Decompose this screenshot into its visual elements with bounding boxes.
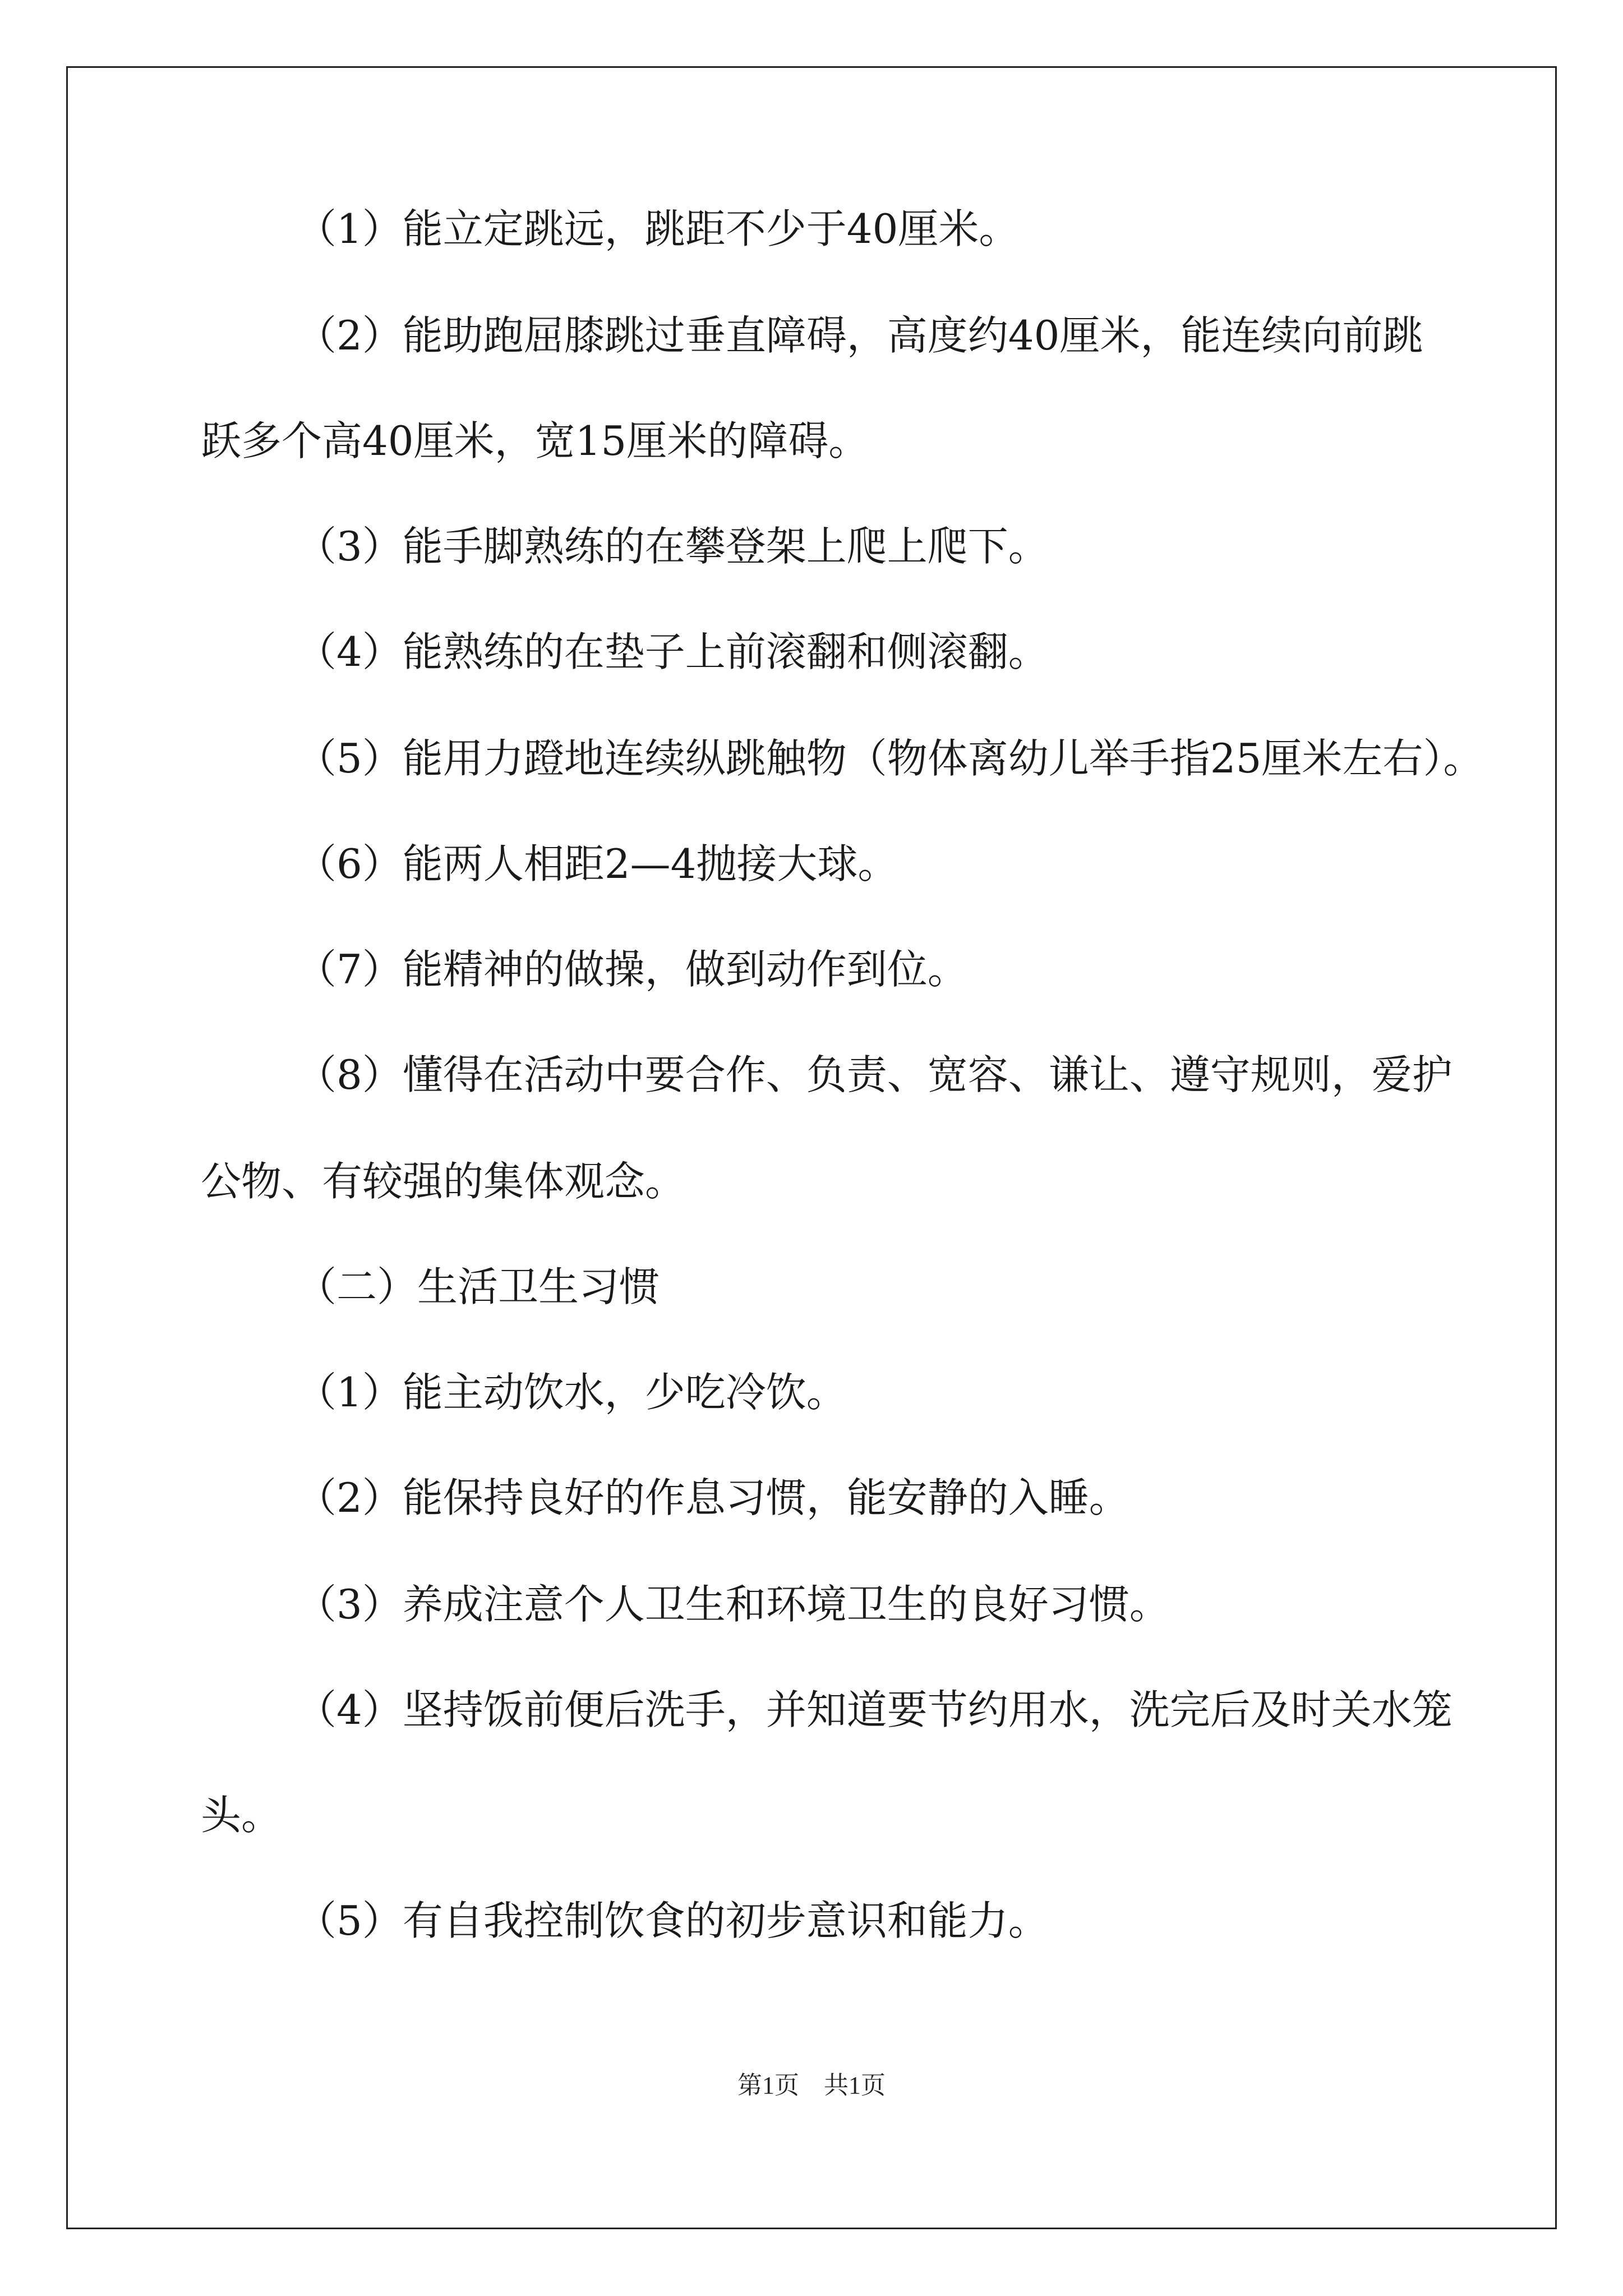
paragraph-exercises: （7）能精神的做操，做到动作到位。 (296, 946, 968, 993)
paragraph-hand-washing: （4）坚持饭前便后洗手，并知道要节约用水，洗完后及时关水笼 (296, 1686, 1453, 1733)
paragraph-hand-washing-continued: 头。 (201, 1792, 282, 1839)
paragraph-run-up-jump-continued: 跃多个高40厘米，宽15厘米的障碍。 (201, 417, 869, 464)
paragraph-climbing-frame: （3）能手脚熟练的在攀登架上爬上爬下。 (296, 523, 1049, 570)
paragraph-vertical-jump: （5）能用力蹬地连续纵跳触物（物体离幼儿举手指25厘米左右）。 (296, 735, 1484, 782)
paragraph-diet-control: （5）有自我控制饮食的初步意识和能力。 (296, 1897, 1049, 1944)
paragraph-run-up-jump: （2）能助跑屈膝跳过垂直障碍，高度约40厘米，能连续向前跳 (296, 312, 1423, 359)
paragraph-sleep-habits: （2）能保持良好的作息习惯，能安静的入睡。 (296, 1474, 1129, 1521)
paragraph-mat-rolls: （4）能熟练的在垫子上前滚翻和侧滚翻。 (296, 628, 1049, 675)
paragraph-ball-catch: （6）能两人相距2—4抛接大球。 (296, 840, 898, 887)
section-heading-hygiene-habits: （二）生活卫生习惯 (296, 1263, 660, 1310)
paragraph-personal-hygiene: （3）养成注意个人卫生和环境卫生的良好习惯。 (296, 1581, 1170, 1628)
paragraph-cooperation: （8）懂得在活动中要合作、负责、宽容、谦让、遵守规则，爱护 (296, 1051, 1453, 1098)
paragraph-cooperation-continued: 公物、有较强的集体观念。 (201, 1158, 686, 1205)
paragraph-drink-water: （1）能主动饮水，少吃冷饮。 (296, 1369, 847, 1416)
paragraph-standing-long-jump: （1）能立定跳远，跳距不少于40厘米。 (296, 205, 1020, 252)
page-number-footer: 第1页 共1页 (737, 2072, 886, 2099)
